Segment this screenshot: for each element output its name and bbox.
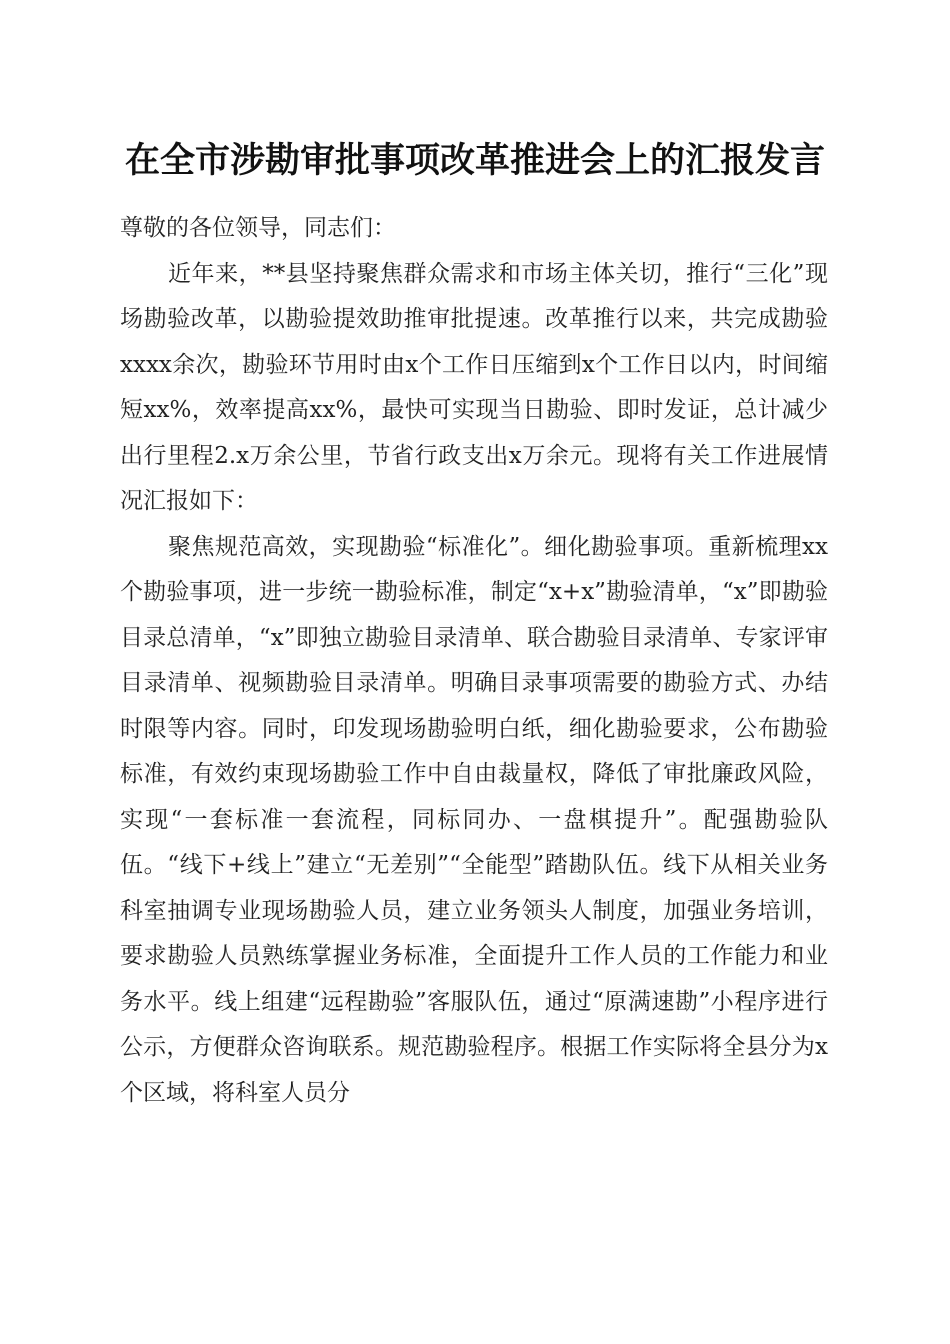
paragraph-intro: 近年来，**县坚持聚焦群众需求和市场主体关切，推行“三化”现场勘验改革，以勘验提效助推审批提速。改革推行以来，共完成勘验xxxx余次，勘验环节用时由x个工作日压缩到x个工作日以内，时间缩短xx%，效率提高xx%，最快可实现当日勘验、即时发证，总计减少出行里程2.x万余公里，节省行政支出x万余元。现将有关工作进展情况汇报如下： [120,260,828,514]
salutation: 尊敬的各位领导，同志们： [120,215,396,241]
document-body [120,206,828,1116]
document-title: 在全市涉勘审批事项改革推进会上的汇报发言 [124,140,825,181]
paragraph-standardization: 聚焦规范高效，实现勘验“标准化”。细化勘验事项。重新梳理xx个勘验事项，进一步统一勘验标准，制定“x+x”勘验清单，“x”即勘验目录总清单，“x”即独立勘验目录清单、联合勘验目录清单、专家评审目录清单、视频勘验目录清单。明确目录事项需要的勘验方式、办结时限等内容。同时，印发现场勘验明白纸，细化勘验要求，公布勘验标准，有效约束现场勘验工作中自由裁量权，降低了审批廉政风险，实现“一套标准一套流程，同标同办、一盘棋提升”。配强勘验队伍。“线下+线上”建立“无差别”“全能型”踏勘队伍。线下从相关业务科室抽调专业现场勘验人员，建立业务领头人制度，加强业务培训，要求勘验人员熟练掌握业务标准，全面提升工作人员的工作能力和业务水平。线上组建“远程勘验”客服队伍，通过“原满速勘”小程序进行公示，方便群众咨询联系。规范勘验程序。根据工作实际将全县分为x个区域，将科室人员分 [120,533,828,1106]
